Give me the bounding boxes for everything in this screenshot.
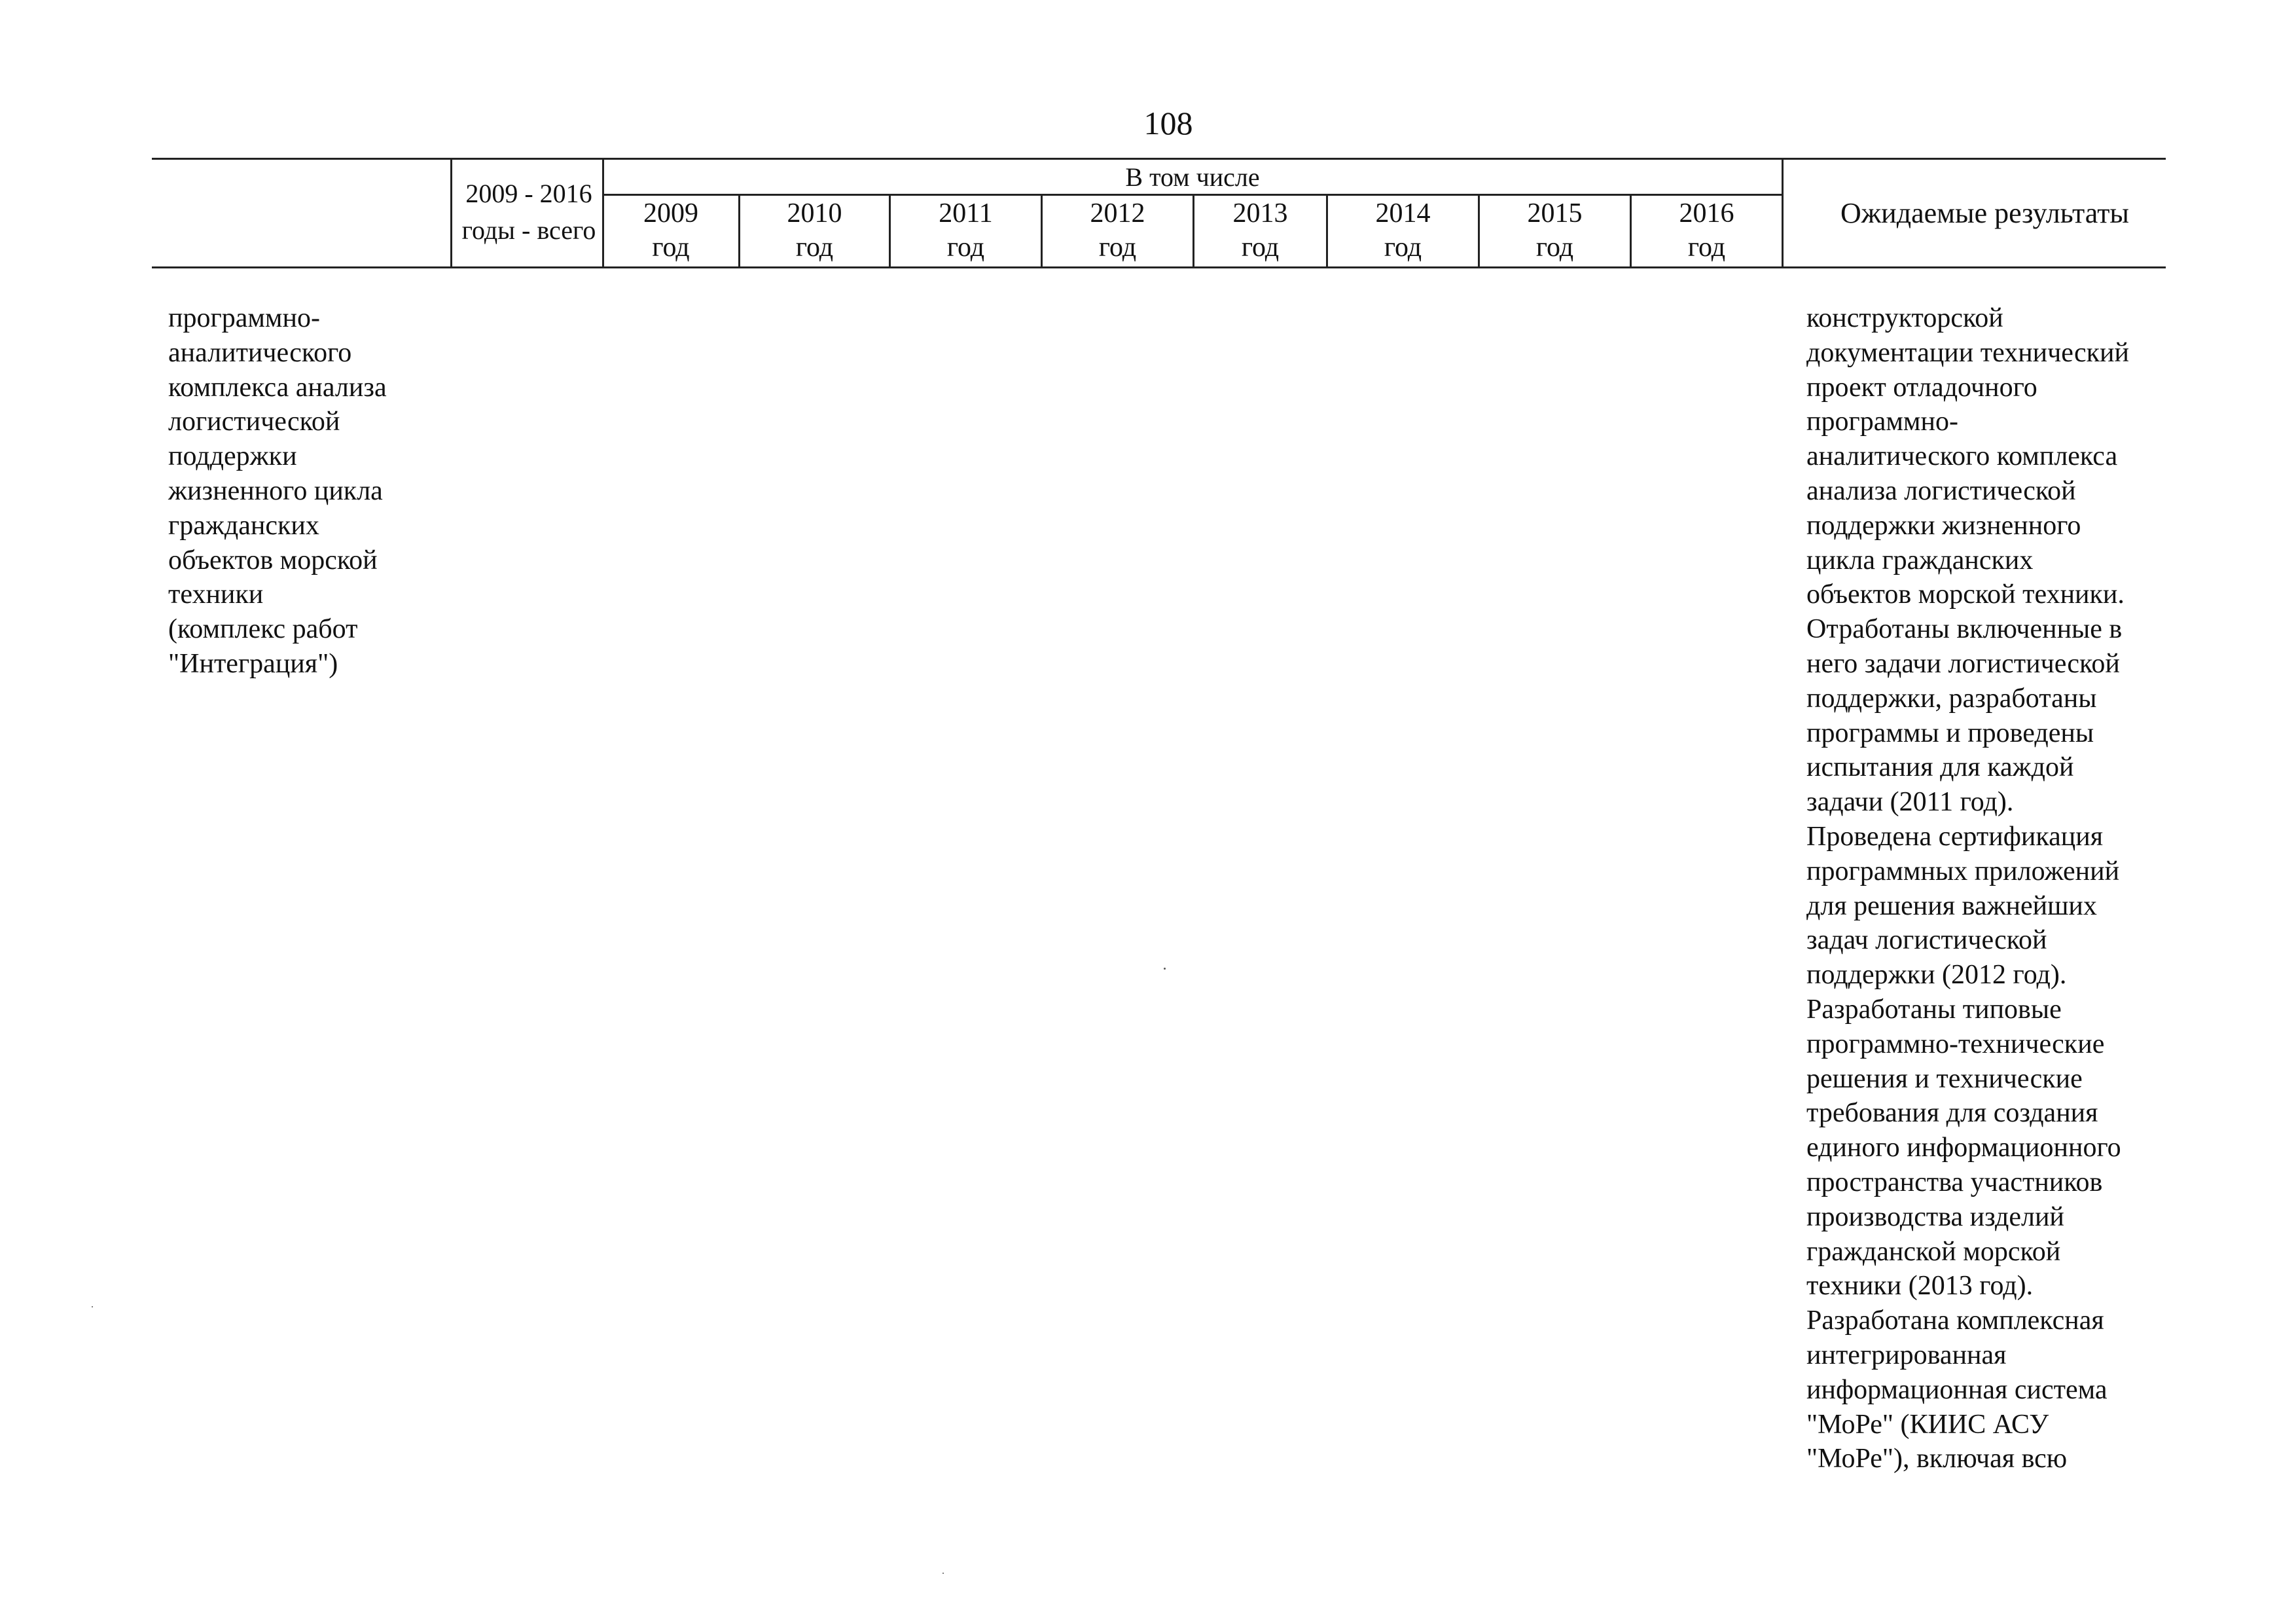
scan-speck xyxy=(942,1573,944,1574)
year-label: 2016 xyxy=(1679,198,1734,228)
year-unit: год xyxy=(652,232,690,263)
year-label: 2014 xyxy=(1375,198,1431,228)
year-header-2015 xyxy=(1480,196,1630,268)
year-unit: год xyxy=(1098,232,1137,263)
scan-speck xyxy=(92,1306,93,1307)
year-unit: год xyxy=(946,232,985,263)
header-top-rule xyxy=(152,158,2166,160)
year-label: 2013 xyxy=(1232,198,1288,228)
year-header-2016 xyxy=(1632,196,1782,268)
activity-name-cell: программно- аналитического комплекса анализа логистической поддержки жизненного цикла гражданских объектов морской техники (комплекс работ "Интеграция") xyxy=(168,303,387,679)
year-header-2013 xyxy=(1194,196,1326,268)
scan-speck xyxy=(1164,968,1166,970)
year-header-2011 xyxy=(891,196,1041,268)
year-unit: год xyxy=(1687,232,1726,263)
year-unit: год xyxy=(1241,232,1280,263)
year-unit: год xyxy=(795,232,834,263)
expected-results-cell: конструкторской документации технический проект отладочного программно- аналитического комплекса анализа логистической поддержки жизненного цикла гражданских объектов морской техники. Отработаны включенные в него задачи логистической поддержки, разработаны программы и проведены испытания для каждой задачи (2011 год). Проведена сертификация программных приложений для решения важнейших задач логистической поддержки (2012 год). Разработаны типовые программно-технические решения и технические требования для создания единого информационного пространства участников производства изделий гражданской морской техники (2013 год). Разработана комплексная интегрированная информационная система "МоРе" (КИИС АСУ "МоРе"), включая всю xyxy=(1806,303,2129,1474)
divider-years-results xyxy=(1782,158,1784,268)
year-header-2014 xyxy=(1328,196,1478,268)
year-label: 2012 xyxy=(1090,198,1145,228)
page-number: 108 xyxy=(1143,105,1193,141)
year-header-2012 xyxy=(1043,196,1193,268)
divider-name-total xyxy=(450,158,452,268)
including-header: В том числе xyxy=(1125,162,1260,192)
year-label: 2015 xyxy=(1527,198,1583,228)
year-header-2009 xyxy=(603,196,738,268)
year-header-2010 xyxy=(740,196,889,268)
year-unit: год xyxy=(1535,232,1574,263)
year-label: 2011 xyxy=(939,198,993,228)
results-header: Ожидаемые результаты xyxy=(1840,197,2129,229)
total-header-line1: 2009 - 2016 xyxy=(465,179,592,208)
year-label: 2010 xyxy=(787,198,842,228)
year-label: 2009 xyxy=(643,198,698,228)
year-unit: год xyxy=(1384,232,1422,263)
total-header-line2: годы - всего xyxy=(461,215,596,245)
